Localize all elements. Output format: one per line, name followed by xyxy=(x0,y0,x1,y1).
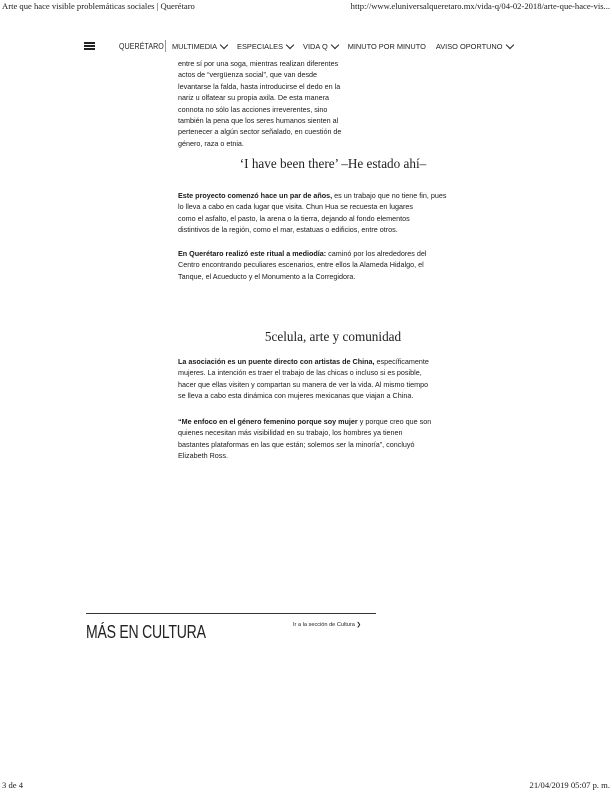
text-line: también la pena que los seres humanos sienten al xyxy=(178,116,339,126)
article-paragraph xyxy=(178,416,493,462)
culture-section-link[interactable]: Ir a la sección de Cultura ❯ xyxy=(293,622,362,628)
text-line: distintivos de la región, como el mar, estatuas o edificios, entre otros. xyxy=(178,225,398,235)
article-intro-paragraph xyxy=(178,58,373,149)
page-counter: 3 de 4 xyxy=(2,780,24,790)
print-footer xyxy=(0,780,612,792)
text-line: lo lleva a cabo en cada lugar que visita. Chun Hua se recuesta en lugares xyxy=(178,202,413,212)
print-datetime: 21/04/2019 05:07 p. m. xyxy=(529,780,610,790)
text-line: entre sí por una soga, mientras realizan diferentes xyxy=(178,59,339,68)
text-line: quienes necesitan más visibilidad en su trabajo, los hombres ya tienen xyxy=(178,428,403,438)
section-heading-5celula: 5celula, arte y comunidad xyxy=(264,329,402,344)
site-navigation xyxy=(84,38,523,54)
section-divider xyxy=(86,613,376,614)
text-line: nariz u olfatear su propia axila. De esta manera xyxy=(178,93,330,103)
nav-item-label: AVISO OPORTUNO xyxy=(435,41,503,51)
nav-item-label: ESPECIALES xyxy=(237,41,284,51)
text-line: es un trabajo que no tiene fin, pues xyxy=(332,191,447,200)
text-line: bastantes plataformas en las que están; solemos ser la minoría”, concluyó xyxy=(178,439,415,449)
nav-item-multimedia[interactable] xyxy=(172,42,227,51)
text-line: connota no sólo las acciones irreverentes, sino xyxy=(178,104,328,114)
nav-item-especiales[interactable] xyxy=(237,42,293,51)
print-page-title: Arte que hace visible problemáticas sociales | Querétaro xyxy=(2,1,195,11)
text-line: específicamente xyxy=(374,357,429,366)
nav-item-minuto-por-minuto[interactable] xyxy=(348,42,426,51)
bold-lead: “Me enfoco en el género femenino porque soy mujer xyxy=(178,417,358,426)
chevron-down-icon xyxy=(330,40,338,48)
text-line: y porque creo que son xyxy=(357,417,432,426)
text-line: caminó por los alrededores del xyxy=(326,249,427,258)
nav-item-label: MINUTO POR MINUTO xyxy=(347,41,426,51)
bold-lead: La asociación es un puente directo con artistas de China, xyxy=(178,357,375,366)
chevron-down-icon xyxy=(505,40,513,48)
nav-item-vida-q[interactable] xyxy=(303,42,338,51)
chevron-down-icon xyxy=(220,40,228,48)
chevron-down-icon xyxy=(286,40,294,48)
text-line: hacer que ellas visiten y compartan su manera de ver la vida. Al mismo tiempo xyxy=(178,379,429,389)
text-line: Tanque, el Acueducto y el Monumento a la Corregidora. xyxy=(178,271,356,281)
hamburger-menu-icon[interactable] xyxy=(84,42,95,50)
nav-item-aviso-oportuno[interactable] xyxy=(436,42,513,51)
print-header xyxy=(0,0,612,14)
bold-lead: Este proyecto comenzó hace un par de años, xyxy=(178,191,333,200)
text-line: Elizabeth Ross. xyxy=(178,451,228,461)
text-line: como el asfalto, el pasto, la arena o la tierra, dejando al fondo elementos xyxy=(178,213,410,223)
text-line: Centro encontrando peculiares escenarios, entre ellos la Alameda Hidalgo, el xyxy=(178,260,424,270)
nav-divider xyxy=(165,40,166,52)
print-page-url: http://www.eluniversalqueretaro.mx/vida-q/04-02-2018/arte-que-hace-vis... xyxy=(350,1,610,11)
text-line: se lleva a cabo esta dinámica con mujeres mexicanas que viajan a China. xyxy=(178,391,414,401)
section-heading-i-have-been-there: ‘I have been there’ –He estado ahí– xyxy=(239,156,427,171)
bold-lead: En Querétaro realizó este ritual a mediodía: xyxy=(178,249,327,258)
more-in-culture-heading: MÁS EN CULTURA xyxy=(86,622,206,642)
text-line: mujeres. La intención es traer el trabajo de las chicas o incluso si es posible, xyxy=(178,368,422,378)
text-line: actos de “vergüenza social”, que van desde xyxy=(178,70,318,80)
nav-item-label: VIDA Q xyxy=(303,41,328,51)
site-brand[interactable]: QUERÉTARO xyxy=(119,41,164,51)
text-line: levantarse la falda, hasta introducirse el dedo en la xyxy=(178,81,341,91)
article-paragraph xyxy=(178,356,493,402)
nav-item-label: MULTIMEDIA xyxy=(172,41,218,51)
text-line: pertenecer a algún sector señalado, en cuestión de xyxy=(178,127,342,137)
text-line: género, raza o etnia. xyxy=(178,138,244,148)
article-paragraph xyxy=(178,248,493,282)
article-paragraph xyxy=(178,190,493,236)
